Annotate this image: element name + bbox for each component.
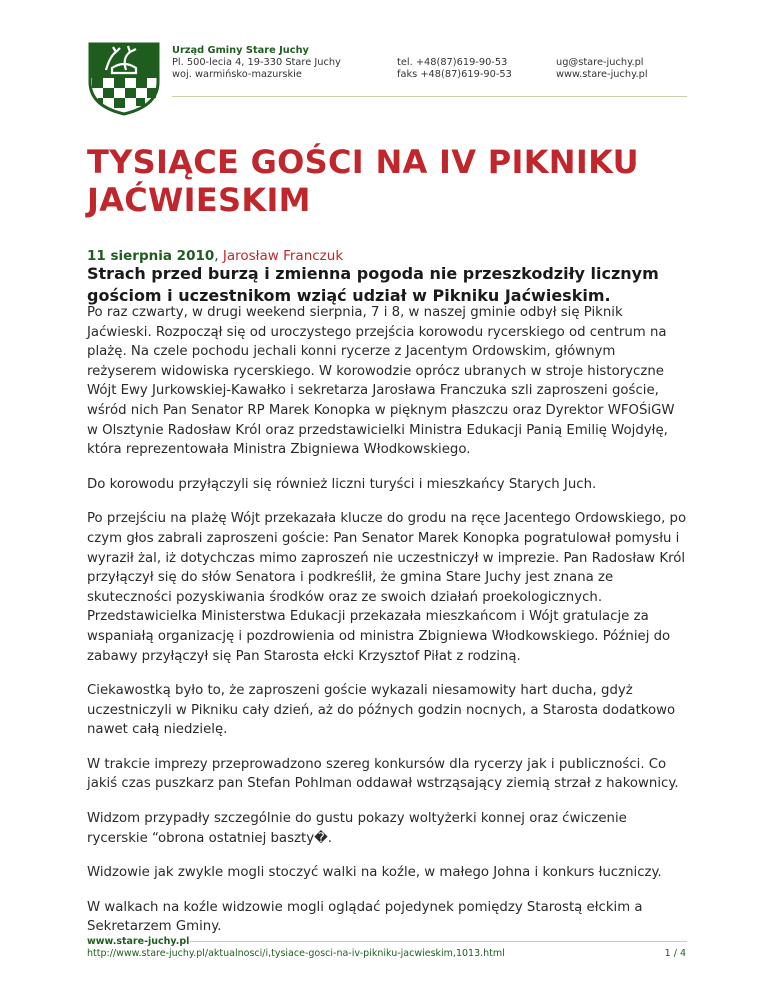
- footer-site[interactable]: www.stare-juchy.pl: [87, 936, 190, 947]
- header-address: [172, 45, 341, 81]
- footer-divider: [190, 941, 687, 942]
- phone-number: tel. +48(87)619-90-53: [397, 57, 508, 68]
- header-divider: [172, 96, 687, 97]
- paragraph-7: Widzowie jak zwykle mogli stoczyć walki na koźle, w małego Johna i konkurs łuczniczy.: [87, 865, 662, 881]
- email-link[interactable]: ug@stare-juchy.pl: [556, 57, 644, 68]
- footer-url[interactable]: http://www.stare-juchy.pl/aktualnosci/i,tysiace-gosci-na-iv-pikniku-jacwieskim,1013.html: [87, 948, 505, 959]
- org-name: Urząd Gminy Stare Juchy: [172, 45, 309, 56]
- address-line-1: Pl. 500-lecia 4, 19-330 Stare Juchy: [172, 57, 341, 68]
- header-phone: [397, 57, 512, 81]
- article-lead: Strach przed burzą i zmienna pogoda nie przeszkodziły licznym gościom i uczestnikom wziąć udział w Pikniku Jaćwieskim.: [87, 264, 659, 305]
- paragraph-1: Po raz czwarty, w drugi weekend sierpnia, 7 i 8, w naszej gminie odbył się Piknik Jaćwieski. Rozpoczął się od uroczystego przejścia korowodu rycerskiego od centrum na plażę. Na czele pochodu jechali konni rycerze z Jacentym Ordowskim, głównym reżyserem widowiska rycerskiego. W korowodzie oprócz ubranych w stroje historyczne Wójt Ewy Jurkowskiej-Kawałko i sekretarza Jarosława Franczuka szli zaproszeni goście, wśród nich Pan Senator RP Marek Konopka w pięknym płaszczu oraz Dyrektor WFOŚiGW w Olsztynie Radosław Król oraz przedstawicielki Ministra Edukacji Panią Emilię Wojdyłę, która reprezentowała Ministra Zbigniewa Włodkowskiego.: [87, 305, 675, 458]
- paragraph-5: W trakcie imprezy przeprowadzono szereg konkursów dla rycerzy jak i publiczności. Co jakiś czas puszkarz pan Stefan Pohlman oddawał wstrząsający ziemią strzał z hakownicy.: [87, 756, 679, 792]
- article-body: [87, 303, 687, 952]
- address-line-2: woj. warmińsko-mazurskie: [172, 69, 302, 80]
- paragraph-4: Ciekawostką było to, że zaproszeni goście wykazali niesamowity hart ducha, gdyż uczestniczyli w Pikniku cały dzień, aż do późnych godzin nocnych, a Starosta dodatkowo nawet całą niedzielę.: [87, 683, 676, 738]
- page-number: 1 / 4: [664, 948, 686, 959]
- paragraph-2: Do korowodu przyłączyli się również liczni turyści i mieszkańcy Starych Juch.: [87, 476, 597, 492]
- article-title: TYSIĄCE GOŚCI NA IV PIKNIKU JAĆWIESKIM: [87, 143, 639, 219]
- website-link[interactable]: www.stare-juchy.pl: [556, 69, 648, 80]
- header-contact: [556, 57, 648, 81]
- meta-separator: ,: [214, 248, 223, 264]
- paragraph-3: Po przejściu na plażę Wójt przekazała klucze do grodu na ręce Jacentego Ordowskiego, po czym głos zabrali zaproszeni goście: Pan Senator Marek Konopka pogratulował pomysłu i wyraził żal, iż dotychczas mimo zaproszeń nie uczestniczył w imprezie. Pan Radosław Król przyłączył się do słów Senatora i podkreślił, że gmina Stare Juchy jest znana ze skuteczności pozyskiwania środków oraz ze swoich działań proekologicznych. Przedstawicielka Ministerstwa Edukacji przekazała mieszkańcom i Wójt gratulacje za wspaniałą organizację i pozdrowienia od ministra Zbigniewa Włodkowskiego. Później do zabawy przyłączył się Pan Starosta ełcki Krzysztof Piłat z rodziną.: [87, 511, 687, 664]
- article-date: 11 sierpnia 2010: [87, 248, 215, 264]
- coat-of-arms-logo: [86, 40, 162, 116]
- article-author[interactable]: Jarosław Franczuk: [222, 248, 344, 264]
- paragraph-6: Widzom przypadły szczególnie do gustu pokazy woltyżerki konnej oraz ćwiczenie rycerskie “obrona ostatniej baszty�.: [87, 811, 627, 846]
- fax-number: faks +48(87)619-90-53: [397, 69, 512, 80]
- paragraph-8: W walkach na koźle widzowie mogli oglądać pojedynek pomiędzy Starostą ełckim a Sekretarzem Gminy.: [87, 899, 643, 935]
